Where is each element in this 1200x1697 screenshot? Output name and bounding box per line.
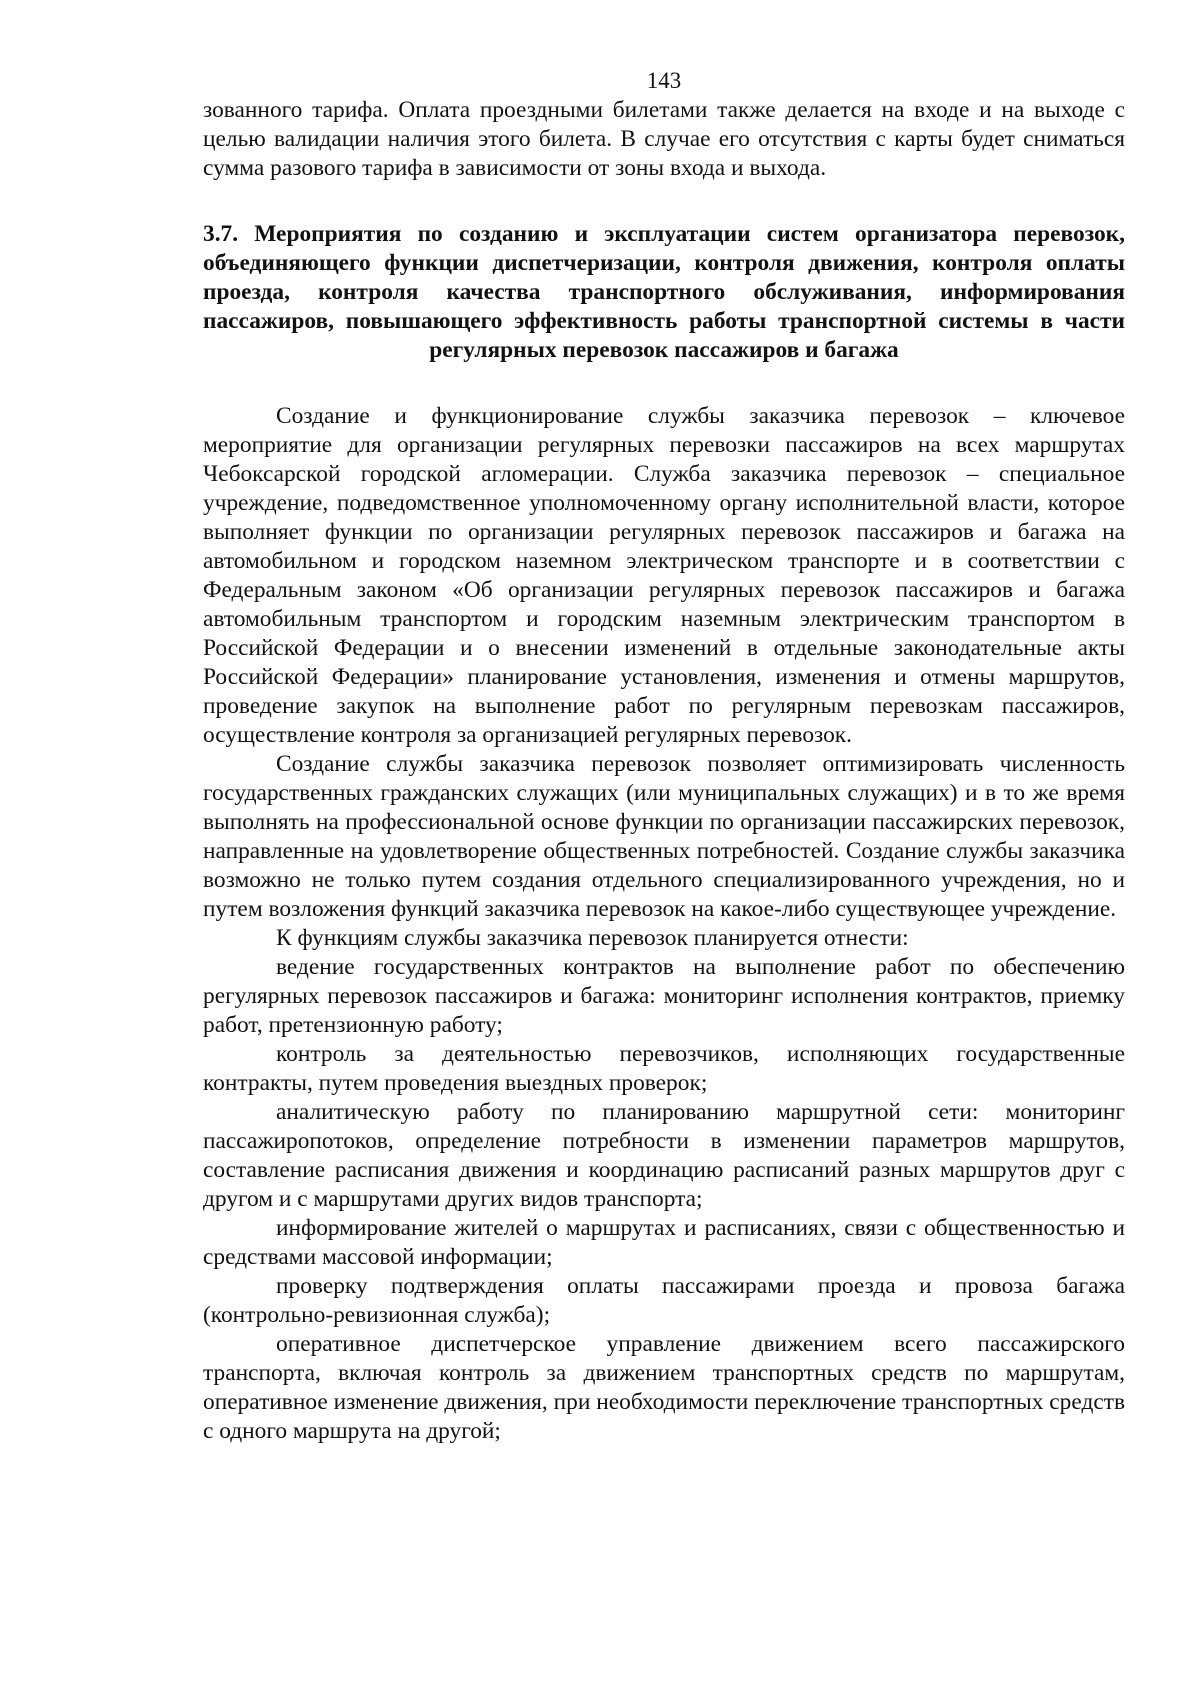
- body-paragraph: Создание службы заказчика перевозок позволяет оптимизировать численность государственных гражданских служащих (или муниципальных служащих) и в то же время выполнять на профессиональной основе функции по организации пассажирских перевозок, направленные на удовлетворение общественных потребностей. Создание службы заказчика возможно не только путем создания отдельного специализированного учреждения, но и путем возложения функций заказчика перевозок на какое-либо существующее учреждение.: [203, 751, 1125, 922]
- page-number: 143: [646, 68, 682, 93]
- function-list-item: аналитическую работу по планированию маршрутной сети: мониторинг пассажиропотоков, определение потребности в изменении параметров маршрутов, составление расписания движения и координацию расписаний разных маршрутов друг с другом и с маршрутами других видов транспорта;: [203, 1099, 1125, 1212]
- function-list-item: информирование жителей о маршрутах и расписаниях, связи с общественностью и средствами массовой информации;: [203, 1215, 1125, 1270]
- body-paragraph: К функциям службы заказчика перевозок планируется отнести:: [276, 925, 909, 951]
- intro-paragraph: зованного тарифа. Оплата проездными билетами также делается на входе и на выходе с целью валидации наличия этого билета. В случае его отсутствия с карты будет сниматься сумма разового тарифа в зависимости от зоны входа и выхода.: [203, 97, 1125, 181]
- function-list-item: оперативное диспетчерское управление движением всего пассажирского транспорта, включая контроль за движением транспортных средств по маршрутам, оперативное изменение движения, при необходимости переключение транспортных средств с одного маршрута на другой;: [203, 1331, 1125, 1444]
- section-heading: 3.7. Мероприятия по созданию и эксплуатации систем организатора перевозок, объединяющего функции диспетчеризации, контроля движения, контроля оплаты проезда, контроля качества транспортного обслуживания, информирования пассажиров, повышающего эффективность работы транспортной системы в части регулярных перевозок пассажиров и багажа: [203, 221, 1125, 363]
- function-list-item: проверку подтверждения оплаты пассажирами проезда и провоза багажа (контрольно-ревизионная служба);: [203, 1273, 1125, 1328]
- document-page: [203, 66, 1125, 1446]
- body-paragraph: Создание и функционирование службы заказчика перевозок – ключевое мероприятие для организации регулярных перевозки пассажиров на всех маршрутах Чебоксарской городской агломерации. Служба заказчика перевозок – специальное учреждение, подведомственное уполномоченному органу исполнительной власти, которое выполняет функции по организации регулярных перевозок пассажиров и багажа на автомобильном и городском наземном электрическом транспорте и в соответствии с Федеральным законом «Об организации регулярных перевозок пассажиров и багажа автомобильным транспортом и городским наземным электрическим транспортом в Российской Федерации и о внесении изменений в отдельные законодательные акты Российской Федерации» планирование установления, изменения и отмены маршрутов, проведение закупок на выполнение работ по регулярным перевозкам пассажиров, осуществление контроля за организацией регулярных перевозок.: [203, 403, 1125, 748]
- function-list-item: ведение государственных контрактов на выполнение работ по обеспечению регулярных перевозок пассажиров и багажа: мониторинг исполнения контрактов, приемку работ, претензионную работу;: [203, 954, 1125, 1038]
- function-list-item: контроль за деятельностью перевозчиков, исполняющих государственные контракты, путем проведения выездных проверок;: [203, 1041, 1125, 1096]
